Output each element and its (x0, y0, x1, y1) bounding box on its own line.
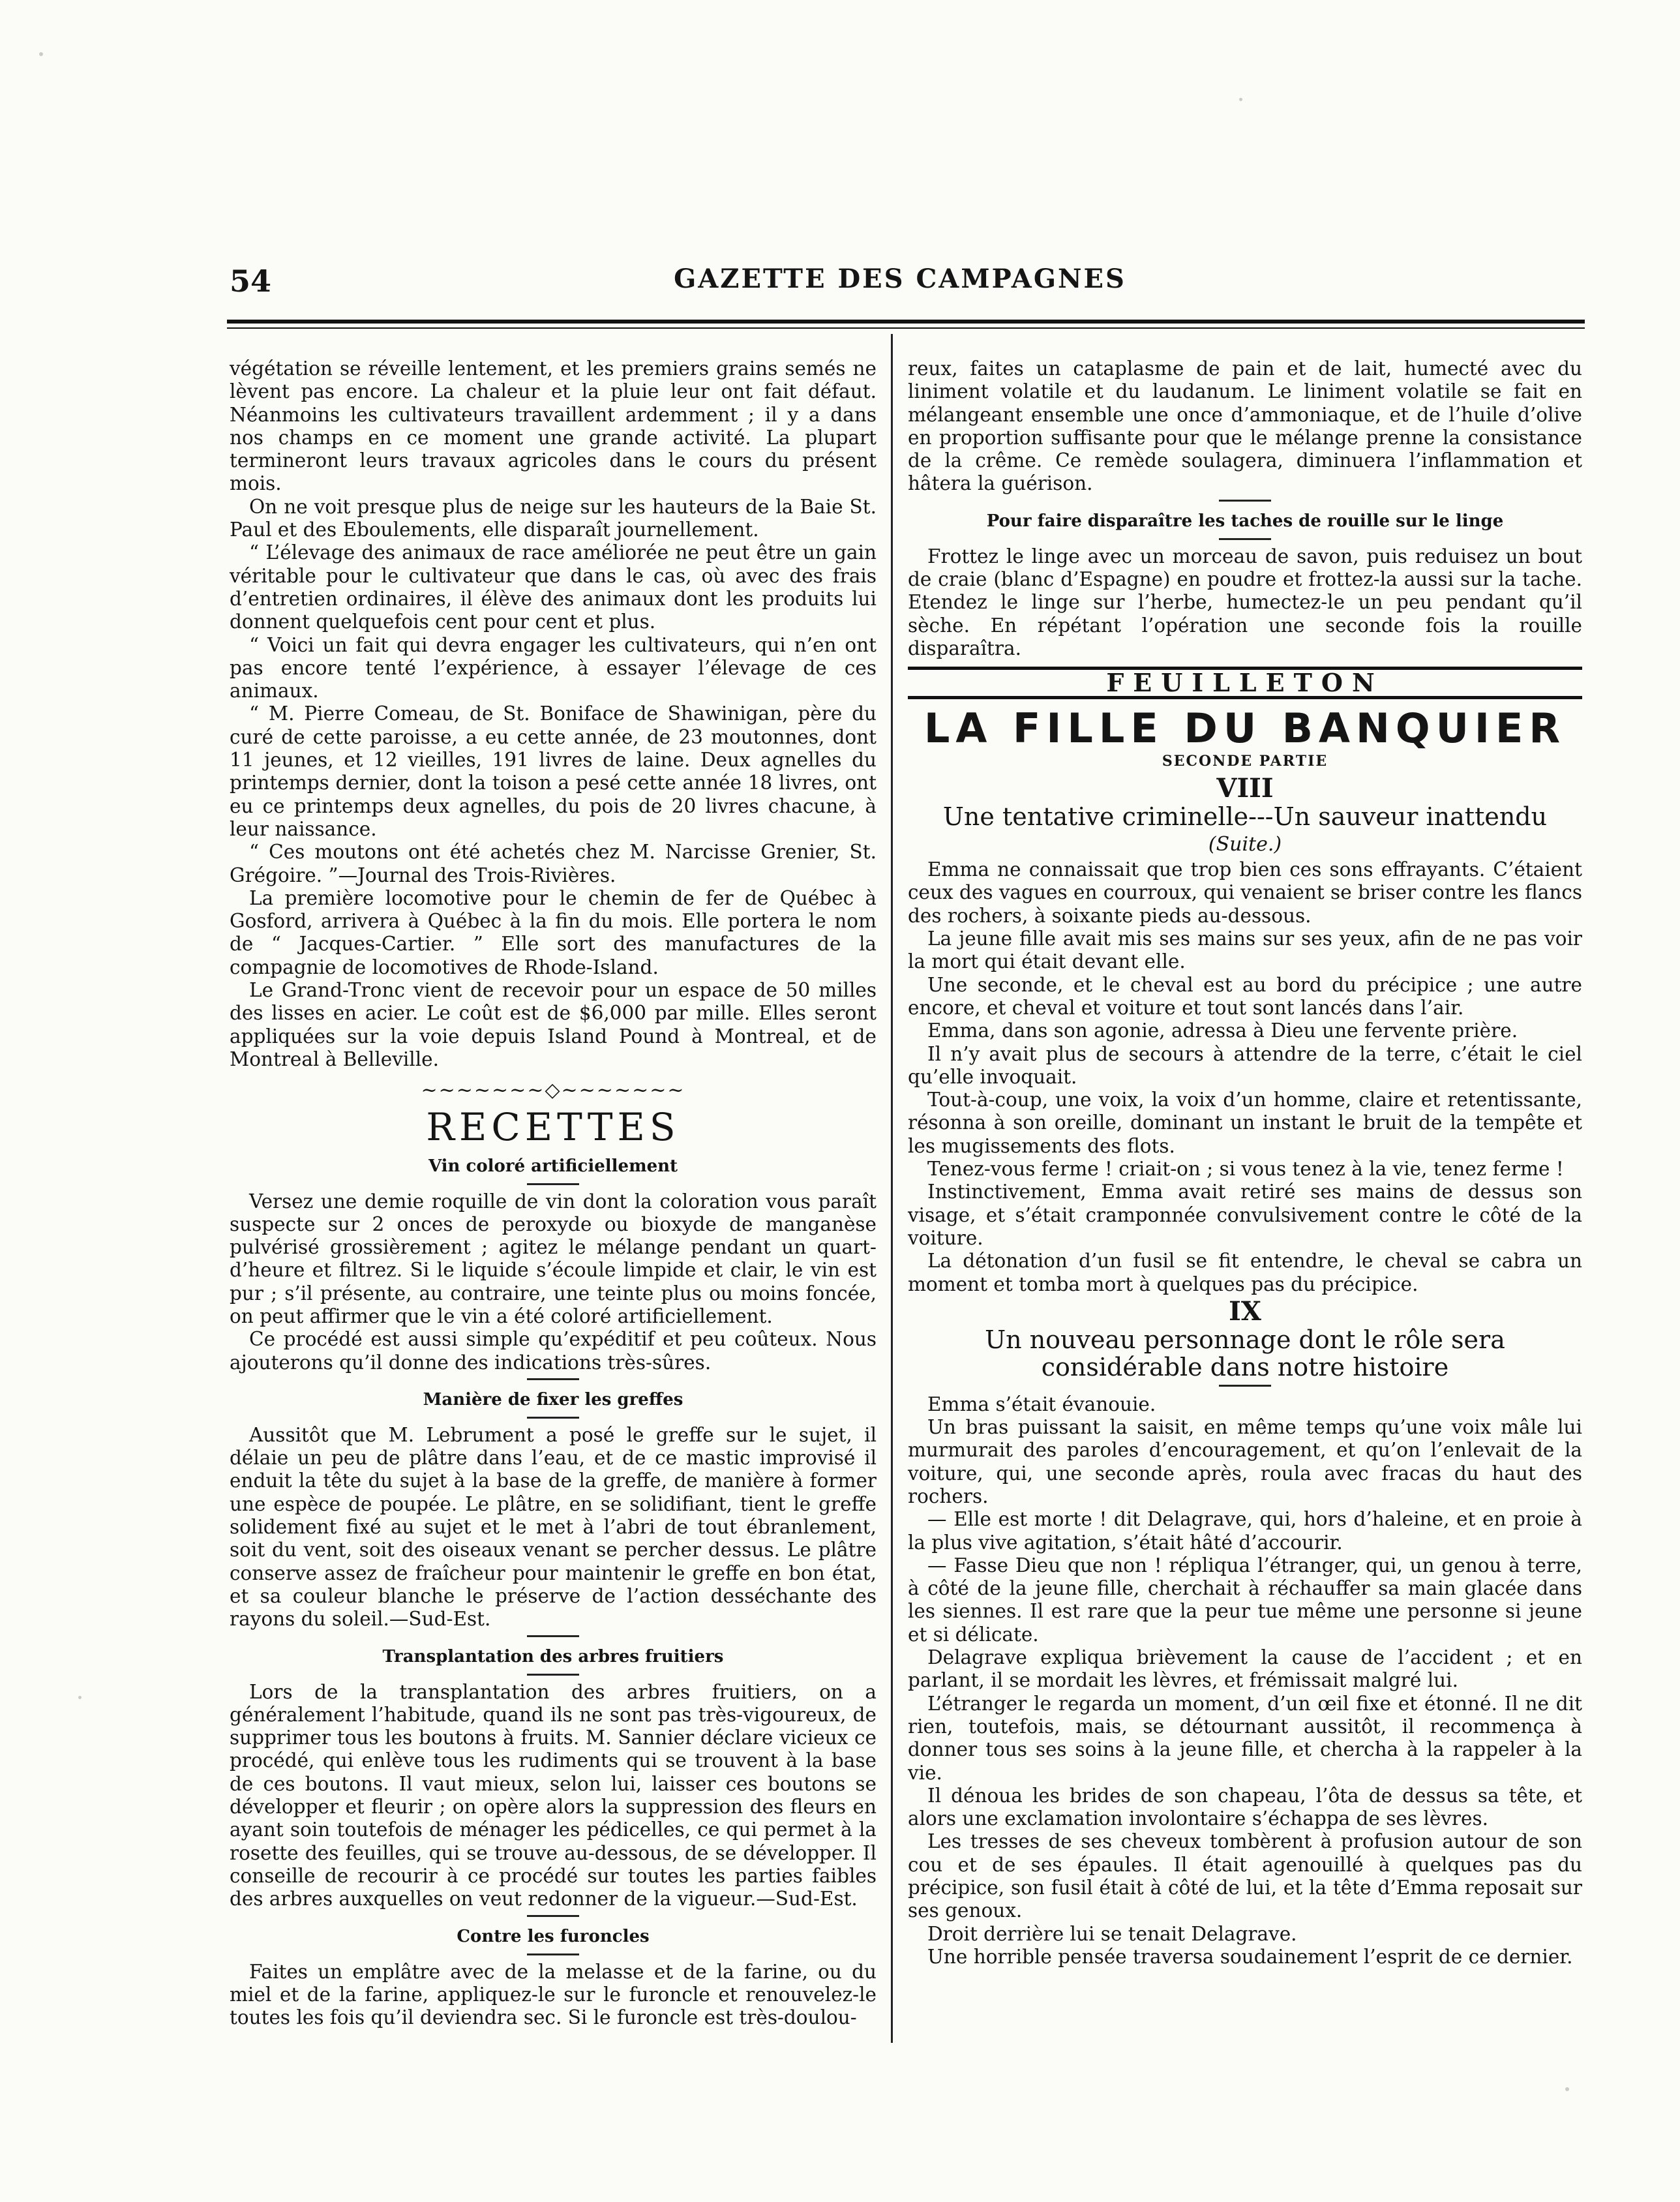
news-paragraph: “ M. Pierre Comeau, de St. Boniface de Shawinigan, père du curé de cette paroisse, a eu cette année, de 23 moutonnes, dont 11 jeunes, et 12 vieilles, 191 livres de laine. Deux agnelles du printemps dernier, dont la toison a pesé cette année 18 livres, ont eu ce printemps deux agnelles, du pois de 20 livres chacune, à leur naissance. (230, 702, 877, 840)
story-paragraph: La jeune fille avait mis ses mains sur ses yeux, afin de ne pas voir la mort qui était devant elle. (908, 928, 1582, 973)
story-paragraph: — Fasse Dieu que non ! répliqua l’étranger, qui, un genou à terre, à côté de la jeune fille, cherchait à réchauffer sa main glacée dans les siennes. Il est rare que la peur tue même une personne si jeune et si délicate. (908, 1554, 1582, 1646)
story-paragraph: Il n’y avait plus de secours à attendre de la terre, c’était le ciel qu’elle invoquait. (908, 1042, 1582, 1088)
ornament-divider: ~~~~~~~◇~~~~~~~ (421, 1079, 685, 1102)
story-paragraph: Une horrible pensée traversa soudainement l’esprit de ce dernier. (927, 1945, 1573, 1968)
recipe-paragraph: Faites un emplâtre avec de la melasse et de la farine, ou du miel et de la farine, appliquez-le sur le furoncle et renouvelez-le toutes les fois qu’il deviendra sec. Si le furoncle est très-doulou- (230, 1960, 877, 2029)
print-speck (1565, 2087, 1569, 2091)
recipe-title: Manière de fixer les greffes (423, 1389, 683, 1410)
short-rule (527, 1183, 579, 1185)
recipe-title: Vin coloré artificiellement (428, 1156, 678, 1176)
story-paragraph: Emma, dans son agonie, adressa à Dieu une fervente prière. (927, 1019, 1518, 1042)
short-rule (527, 1378, 579, 1380)
chapter-title: Un nouveau personnage dont le rôle sera considérable dans notre histoire (985, 1325, 1505, 1381)
right-column (908, 357, 1582, 1968)
column-divider (891, 334, 893, 2043)
header-rule-thin (227, 327, 1585, 329)
recipe-title: Transplantation des arbres fruitiers (382, 1646, 724, 1667)
short-rule (527, 1417, 579, 1419)
news-paragraph: Le Grand-Tronc vient de recevoir pour un espace de 50 milles des lisses en acier. Le coût est de $6,000 par mille. Elles seront appliquées sur la voie depuis Island Pound à Montreal, et de Montreal à Belleville. (230, 979, 877, 1070)
news-paragraph: “ Ces moutons ont été achetés chez M. Narcisse Grenier, St. Grégoire. ”—Journal des Trois-Rivières. (230, 841, 877, 886)
short-rule (1219, 1385, 1271, 1387)
recipe-title: Pour faire disparaître les taches de rouille sur le linge (986, 511, 1504, 531)
story-paragraph: — Elle est morte ! dit Delagrave, qui, hors d’haleine, et en proie à la plus vive agitation, s’était hâté d’accourir. (908, 1508, 1582, 1554)
short-rule (1219, 500, 1271, 502)
story-paragraph: Tout-à-coup, une voix, la voix d’un homme, claire et retentissante, résonna à son oreille, dominant un instant le bruit de la tempête et les mugissements des flots. (908, 1089, 1582, 1157)
story-paragraph: Emma ne connaissait que trop bien ces sons effrayants. C’étaient ceux des vagues en courroux, qui venaient se briser contre les flancs des rochers, à soixante pieds au-dessous. (908, 858, 1582, 927)
news-paragraph: On ne voit presque plus de neige sur les hauteurs de la Baie St. Paul et des Eboulements, elle disparaît journellement. (230, 495, 877, 541)
news-paragraph: végétation se réveille lentement, et les premiers grains semés ne lèvent pas encore. La chaleur et la pluie leur ont fait défaut. Néanmoins les cultivateurs travaillent ardemment ; il y a dans nos champs en ce moment une grande activité. La plupart termineront leurs travaux agricoles dans le cours du présent mois. (230, 357, 877, 495)
news-paragraph: “ Voici un fait qui devra engager les cultivateurs, qui n’en ont pas encore tenté l’expérience, à essayer l’élevage de ces animaux. (230, 633, 877, 702)
print-speck (39, 52, 43, 56)
news-paragraph: La première locomotive pour le chemin de fer de Québec à Gosford, arrivera à Québec à la fin du mois. Elle portera le nom de “ Jacques-Cartier. ” Elle sort des manufactures de la compagnie de locomotives de Rhode-Island. (230, 886, 877, 978)
short-rule (527, 1915, 579, 1917)
part-label: SECONDE PARTIE (1162, 752, 1328, 770)
feuilleton-banner: FEUILLETON (908, 667, 1582, 699)
story-paragraph: La détonation d’un fusil se fit entendre, le cheval se cabra un moment et tomba mort à quelques pas du précipice. (908, 1250, 1582, 1295)
print-speck (1239, 98, 1242, 101)
print-speck (78, 1696, 82, 1699)
short-rule (527, 1953, 579, 1955)
chapter-number: VIII (1216, 772, 1274, 804)
story-paragraph: Tenez-vous ferme ! criait-on ; si vous tenez à la vie, tenez ferme ! (927, 1158, 1564, 1181)
story-paragraph: Emma s’était évanouie. (927, 1393, 1156, 1415)
recipe-title: Contre les furoncles (457, 1926, 650, 1946)
chapter-number: IX (1229, 1295, 1261, 1327)
story-paragraph: Instinctivement, Emma avait retiré ses mains de dessus son visage, et s’était cramponnée convulsivement contre le côté de la voiture. (908, 1181, 1582, 1249)
left-column (230, 357, 877, 2029)
story-paragraph: Delagrave expliqua brièvement la cause de l’accident ; et en parlant, il se mordait les lèvres, et frémissait malgré lui. (908, 1646, 1582, 1692)
story-paragraph: Les tresses de ses cheveux tombèrent à profusion autour de son cou et de ses épaules. Il était agenouillé à quelques pas du précipice, son fusil était à côté de lui, et la tête d’Emma reposait sur ses genoux. (908, 1830, 1582, 1922)
chapter-title: Une tentative criminelle---Un sauveur inattendu (942, 802, 1548, 831)
story-paragraph: L’étranger le regarda un moment, d’un œil fixe et étonné. Il ne dit rien, toutefois, mais, se détournant aussitôt, il recommença à donner tous ses soins à la jeune fille, et chercha à la rappeler à la vie. (908, 1692, 1582, 1784)
short-rule (1219, 538, 1271, 540)
page-number: 54 (230, 264, 272, 299)
masthead-title: GAZETTE DES CAMPAGNES (674, 264, 1126, 294)
header-rule (227, 320, 1585, 324)
story-paragraph: Une seconde, et le cheval est au bord du précipice ; une autre encore, et cheval et voiture et tout sont lancés dans l’air. (908, 973, 1582, 1019)
recipe-paragraph: Frottez le linge avec un morceau de savon, puis reduisez un bout de craie (blanc d’Espagne) en poudre et frottez-la aussi sur la tache. Etendez le linge sur l’herbe, humectez-le un peu pendant qu’il sèche. En répétant l’opération une seconde fois la rouille disparaîtra. (908, 545, 1582, 659)
recipe-paragraph: Versez une demie roquille de vin dont la coloration vous paraît suspecte sur 2 onces de peroxyde ou bioxyde de manganèse pulvérisé grossièrement ; agitez le mélange pendant un quart-d’heure et filtrez. Si le liquide s’écoule limpide et clair, le vin est pur ; s’il présente, au contraire, une teinte plus ou moins foncée, on peut affirmer que le vin a été coloré artificiellement. (230, 1190, 877, 1327)
story-paragraph: Droit derrière lui se tenait Delagrave. (927, 1922, 1297, 1945)
short-rule (527, 1635, 579, 1637)
recipe-continuation: reux, faites un cataplasme de pain et de lait, humecté avec du liniment volatile et du laudanum. Le liniment volatile se fait en mélangeant ensemble une once d’ammoniaque, et de l’huile d’olive en proportion suffisante pour que le mélange prenne la consistance de la crême. Ce remède soulagera, diminuera l’inflammation et hâtera la guérison. (908, 357, 1582, 495)
section-title-recettes: RECETTES (426, 1104, 680, 1149)
story-paragraph: Il dénoua les brides de son chapeau, l’ôta de dessus sa tête, et alors une exclamation involontaire s’échappa de ses lèvres. (908, 1784, 1582, 1830)
short-rule (527, 1674, 579, 1676)
news-paragraph: “ L’élevage des animaux de race améliorée ne peut être un gain véritable pour le cultivateur que dans le cas, où avec des frais d’entretien ordinaires, il élève des animaux dont les produits lui donnent quelquefois cent pour cent et plus. (230, 541, 877, 633)
novel-title: LA FILLE DU BANQUIER (923, 704, 1567, 752)
suite-label: (Suite.) (1208, 832, 1282, 856)
story-paragraph: Un bras puissant la saisit, en même temps qu’une voix mâle lui murmurait des paroles d’encouragement, et qu’on l’enlevait de la voiture, qui, une seconde après, roula avec fracas du haut des rochers. (908, 1416, 1582, 1507)
recipe-paragraph: Lors de la transplantation des arbres fruitiers, on a généralement l’habitude, quand ils ne sont pas très-vigoureux, de supprimer tous les boutons à fruits. M. Sannier déclare vicieux ce procédé, qui enlève tous les rudiments qui se trouvent à la base de ces boutons. Il vaut mieux, selon lui, laisser ces boutons se développer et fleurir ; on opère alors la suppression des fleurs en ayant soin toutefois de ménager les pédicelles, ce qui permet à la rosette des feuilles, qui se trouve au-dessous, de se développer. Il conseille de recourir à ce procédé sur toutes les parties faibles des arbres auxquelles on veut redonner de la vigueur.—Sud-Est. (230, 1680, 877, 1910)
recipe-paragraph: Aussitôt que M. Lebrument a posé le greffe sur le sujet, il délaie un peu de plâtre dans l’eau, et de ce mastic improvisé il enduit la tête du sujet à la base de la greffe, de manière à former une espèce de poupée. Le plâtre, en se solidifiant, tient le greffe solidement fixé au sujet et le met à l’abri de tout ébranlement, soit du vent, soit des oiseaux venant se percher dessus. Le plâtre conserve assez de fraîcheur pour maintenir le greffe en bon état, et sa couleur blanche le préserve de l’action desséchante des rayons du soleil.—Sud-Est. (230, 1423, 877, 1631)
recipe-paragraph: Ce procédé est aussi simple qu’expéditif et peu coûteux. Nous ajouterons qu’il donne des indications très-sûres. (230, 1328, 877, 1374)
